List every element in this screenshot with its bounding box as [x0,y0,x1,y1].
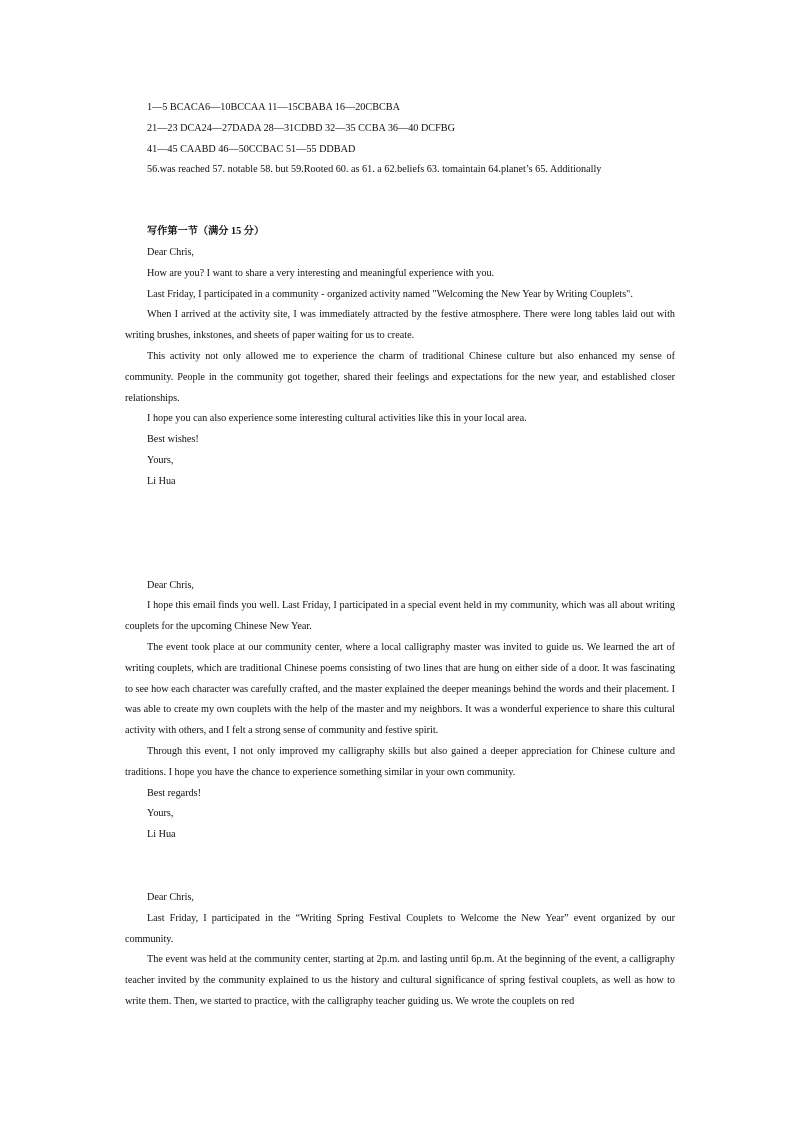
letter-3 [125,888,675,1013]
letter-greeting: Dear Chris, [147,579,194,591]
answer-line-1: 1—5 BCACA6—10BCCAA 11—15CBABA 16—20CBCBA [147,102,400,113]
letter-paragraph: I hope this email finds you well. Last Friday, I participated in a special event held in my community, which was all about writing couplets for the upcoming Chinese New Year. [125,600,675,633]
letter-sign-off: Yours, [147,454,174,466]
letter-closing: Best regards! [147,787,202,799]
answer-line-4: 56.was reached 57. notable 58. but 59.Rooted 60. as 61. a 62.beliefs 63. tomaintain 64.planet’s 65. Additionally [147,164,602,176]
letter-paragraph: The event took place at our community center, where a local calligraphy master was invited to guide us. We learned the art of writing couplets, which are traditional Chinese poems consisting of two lines that are hung on either side of a door. It was fascinating to see how each character was carefully crafted, and the master explained the deeper meanings behind the words and their placement. I was able to create my own couplets with the help of the master and my neighbors. It was a wonderful experience to share this cultural activity with others, and I felt a strong sense of community and festive spirit. [125,641,675,737]
spacer [147,493,675,576]
letter-2 [125,576,675,846]
letter-paragraph: When I arrived at the activity site, I was immediately attracted by the festive atmosphere. There were long tables laid out with writing brushes, inkstones, and sheets of paper waiting for us to create. [125,309,675,342]
letter-paragraph: Last Friday, I participated in the “Writing Spring Festival Couplets to Welcome the New Year” event organized by our community. [125,912,675,945]
letter-paragraph: The event was held at the community center, starting at 2p.m. and lasting until 6p.m. At the beginning of the event, a calligraphy teacher invited by the community explained to us the history and cultural significance of spring festival couplets, as well as how to write them. Then, we started to practice, with the calligraphy teacher guiding us. We wrote the couplets on red [125,954,675,1007]
letter-paragraph: How are you? I want to share a very interesting and meaningful experience with you. [147,267,495,279]
answer-line-2: 21—23 DCA24—27DADA 28—31CDBD 32—35 CCBA 36—40 DCFBG [147,122,455,134]
letter-closing: Best wishes! [147,434,199,446]
letter-greeting: Dear Chris, [147,246,194,258]
letter-paragraph: Through this event, I not only improved my calligraphy skills but also gained a deeper appreciation for Chinese culture and traditions. I hope you have the chance to experience something similar in your own community. [125,745,675,778]
spacer [147,181,675,222]
letter-sign-off: Yours, [147,808,174,820]
letter-signature: Li Hua [147,475,176,487]
letter-paragraph: I hope you can also experience some interesting cultural activities like this in your local area. [147,413,527,425]
letter-greeting: Dear Chris, [147,891,194,903]
letter-paragraph: Last Friday, I participated in a community - organized activity named "Welcoming the New Year by Writing Couplets". [147,288,633,300]
letter-paragraph: This activity not only allowed me to experience the charm of traditional Chinese culture but also enhanced my sense of community. People in the community got together, shared their feelings and expectations for the new year, and established closer relationships. [125,350,675,404]
answer-line-3: 41—45 CAABD 46—50CCBAC 51—55 DDBAD [147,143,356,155]
section-heading: 写作第一节（满分 15 分） [147,226,265,238]
spacer [147,846,675,888]
document-content [125,98,675,1013]
letter-signature: Li Hua [147,829,176,841]
answer-key [147,98,675,181]
letter-1 [125,243,675,493]
